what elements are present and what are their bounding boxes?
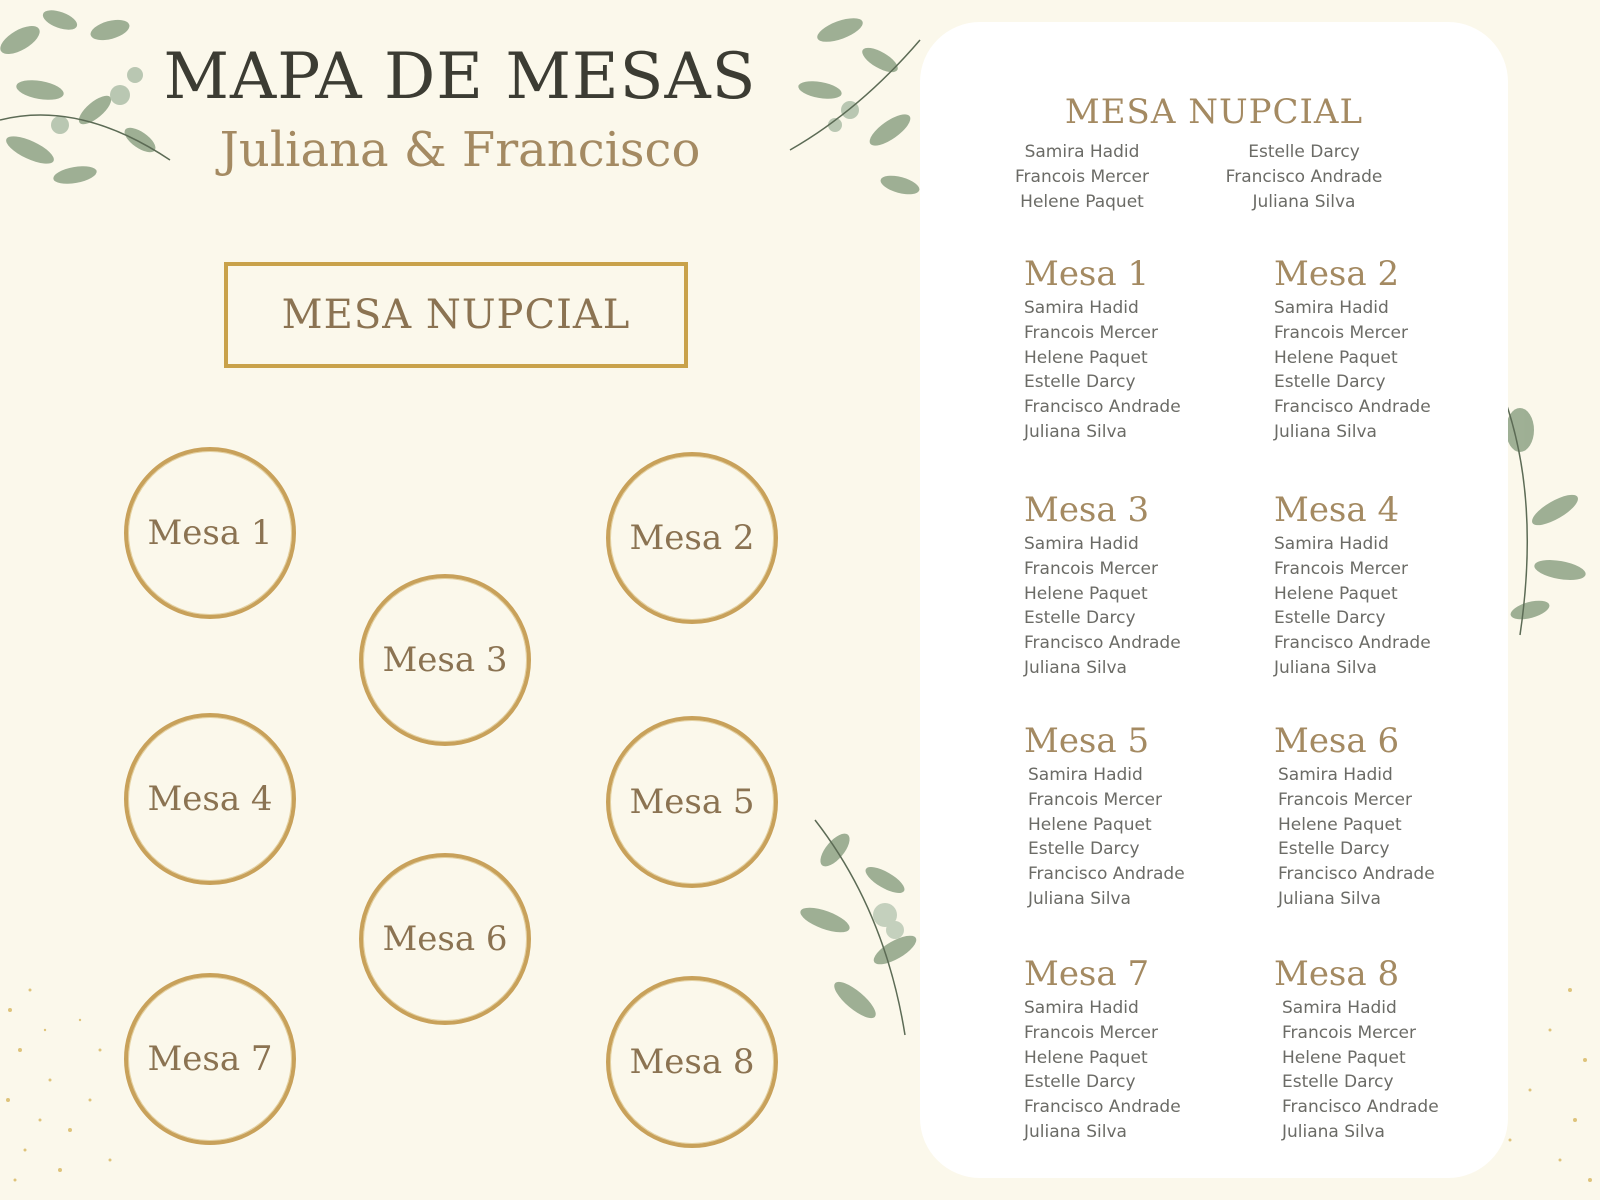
mesa-title: Mesa 5	[1024, 721, 1150, 761]
guest-name: Francois Mercer	[1278, 789, 1412, 810]
guest-list-mesa-6	[1274, 721, 1534, 912]
table-label: Mesa 4	[147, 779, 273, 819]
page-title: MAPA DE MESAS	[163, 40, 757, 114]
guest-list-mesa-7	[1024, 954, 1284, 1145]
guest-name: Estelle Darcy	[1024, 372, 1136, 393]
head-table-frame	[224, 262, 688, 368]
guest-name: Juliana Silva	[1024, 1121, 1127, 1142]
head-table-guests-right	[1184, 140, 1424, 215]
guest-name: Helene Paquet	[1278, 814, 1402, 835]
table-circle-8	[606, 976, 778, 1148]
mesa-title: Mesa 4	[1274, 490, 1400, 530]
guest-list-mesa-4	[1274, 490, 1534, 681]
table-circle-5	[606, 716, 778, 888]
guest-name: Samira Hadid	[1274, 534, 1389, 554]
guest-name: Samira Hadid	[1024, 142, 1140, 162]
guest-name: Samira Hadid	[1278, 765, 1393, 785]
guest-name: Helene Paquet	[1024, 1047, 1148, 1068]
guest-list-mesa-8	[1274, 954, 1534, 1145]
guest-name: Francois Mercer	[1024, 558, 1158, 579]
head-table-label: MESA NUPCIAL	[281, 292, 631, 338]
table-circle-2	[606, 452, 778, 624]
table-circle-3	[359, 574, 531, 746]
guest-name: Francois Mercer	[1274, 558, 1408, 579]
guest-name: Francisco Andrade	[1278, 864, 1435, 885]
guest-name: Estelle Darcy	[1248, 142, 1360, 162]
table-circle-1	[124, 447, 296, 619]
mesa-title: Mesa 3	[1024, 490, 1150, 530]
mesa-title: Mesa 1	[1024, 254, 1150, 294]
guest-name: Estelle Darcy	[1278, 839, 1390, 860]
guest-name: Francois Mercer	[1024, 1022, 1158, 1043]
table-label: Mesa 6	[382, 919, 508, 959]
guest-name: Francisco Andrade	[1028, 864, 1185, 885]
guest-name: Helene Paquet	[1024, 583, 1148, 604]
guest-name: Estelle Darcy	[1282, 1072, 1394, 1093]
guest-list-mesa-1	[1024, 254, 1284, 445]
guest-list-mesa-2	[1274, 254, 1534, 445]
guest-name: Samira Hadid	[1282, 998, 1397, 1018]
table-label: Mesa 2	[629, 518, 755, 558]
guest-name: Samira Hadid	[1024, 298, 1139, 318]
guest-name: Francisco Andrade	[1225, 167, 1383, 187]
table-circle-6	[359, 853, 531, 1025]
guest-name: Francisco Andrade	[1274, 397, 1431, 418]
table-label: Mesa 1	[147, 513, 273, 553]
table-label: Mesa 7	[147, 1039, 273, 1079]
guest-name: Estelle Darcy	[1274, 608, 1386, 629]
guest-name: Juliana Silva	[1282, 1121, 1385, 1142]
guest-name: Francisco Andrade	[1024, 1097, 1181, 1118]
head-table-guests-title: MESA NUPCIAL	[1064, 92, 1364, 132]
guest-name: Helene Paquet	[1020, 192, 1144, 212]
guest-name: Helene Paquet	[1028, 814, 1152, 835]
guest-name: Francois Mercer	[1282, 1022, 1416, 1043]
guest-name: Francisco Andrade	[1282, 1097, 1439, 1118]
guest-name: Juliana Silva	[1028, 888, 1131, 909]
guest-name: Juliana Silva	[1278, 888, 1381, 909]
guest-name: Samira Hadid	[1024, 998, 1139, 1018]
mesa-title: Mesa 6	[1274, 721, 1400, 761]
guest-name: Samira Hadid	[1024, 534, 1139, 554]
foliage-top-center-decoration	[780, 0, 930, 210]
table-label: Mesa 3	[382, 640, 508, 680]
table-label: Mesa 5	[629, 782, 755, 822]
guest-name: Samira Hadid	[1028, 765, 1143, 785]
guest-name: Francois Mercer	[1274, 322, 1408, 343]
guest-name: Juliana Silva	[1274, 421, 1377, 442]
guest-name: Francois Mercer	[1028, 789, 1162, 810]
guest-name: Juliana Silva	[1252, 192, 1356, 212]
guest-name: Estelle Darcy	[1274, 372, 1386, 393]
guest-name: Helene Paquet	[1282, 1047, 1406, 1068]
mesa-title: Mesa 7	[1024, 954, 1150, 994]
head-table-guests-left	[962, 140, 1202, 215]
guest-name: Samira Hadid	[1274, 298, 1389, 318]
guest-name: Juliana Silva	[1274, 657, 1377, 678]
guest-name: Helene Paquet	[1274, 347, 1398, 368]
guest-name: Juliana Silva	[1024, 657, 1127, 678]
guest-name: Francisco Andrade	[1274, 633, 1431, 654]
guest-name: Francisco Andrade	[1024, 397, 1181, 418]
guest-name: Helene Paquet	[1274, 583, 1398, 604]
foliage-bottom-center-decoration	[795, 810, 925, 1040]
guest-name: Juliana Silva	[1024, 421, 1127, 442]
table-label: Mesa 8	[629, 1042, 755, 1082]
guest-name: Francois Mercer	[1015, 167, 1149, 187]
couple-names: Juliana & Francisco	[219, 122, 701, 178]
mesa-title: Mesa 2	[1274, 254, 1400, 294]
guest-name: Estelle Darcy	[1024, 1072, 1136, 1093]
guest-list-mesa-3	[1024, 490, 1284, 681]
mesa-title: Mesa 8	[1274, 954, 1400, 994]
table-circle-4	[124, 713, 296, 885]
guest-name: Francisco Andrade	[1024, 633, 1181, 654]
guest-list-mesa-5	[1024, 721, 1284, 912]
table-circle-7	[124, 973, 296, 1145]
guest-name: Estelle Darcy	[1028, 839, 1140, 860]
guest-name: Helene Paquet	[1024, 347, 1148, 368]
guest-name: Estelle Darcy	[1024, 608, 1136, 629]
guest-list-card	[920, 22, 1508, 1178]
guest-name: Francois Mercer	[1024, 322, 1158, 343]
